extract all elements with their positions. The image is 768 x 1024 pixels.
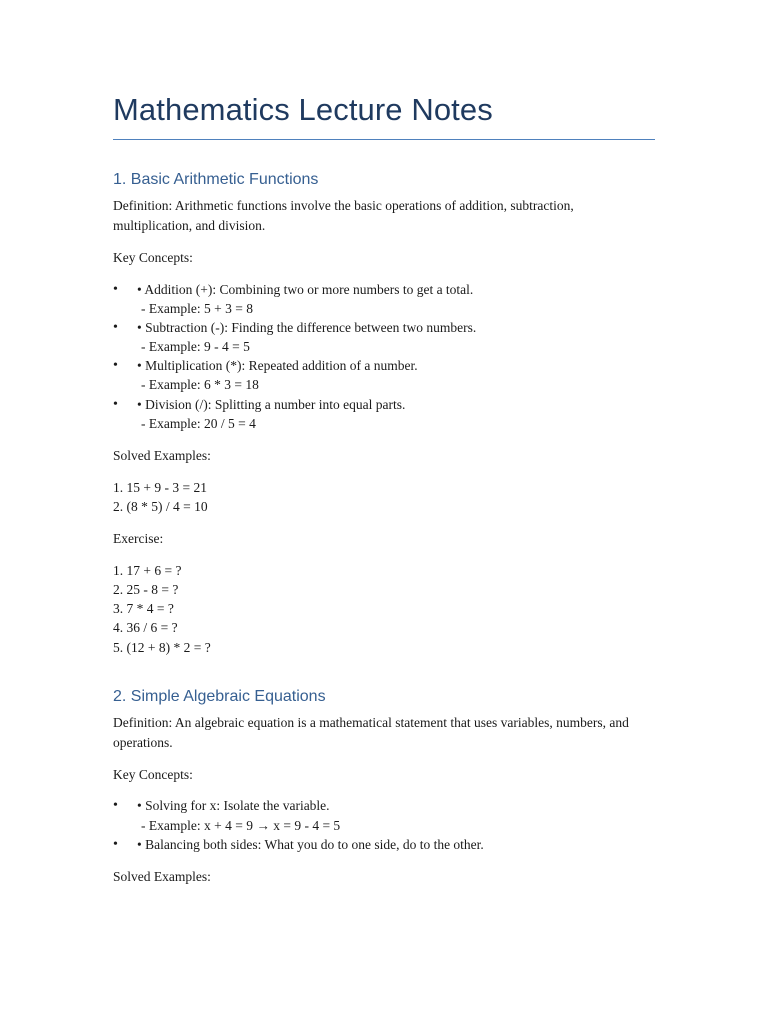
section-heading: 1. Basic Arithmetic Functions: [113, 171, 319, 188]
list-item-example: - Example: 5 + 3 = 8: [141, 301, 253, 316]
section-definition: Definition: An algebraic equation is a mathematical statement that uses variables, numbers, and operations.: [113, 715, 629, 750]
list-item-example: - Example: 20 / 5 = 4: [141, 416, 256, 431]
bullet-marker: •: [113, 798, 118, 813]
bullet-marker: •: [113, 358, 118, 373]
bullet-marker: •: [113, 282, 118, 297]
list-item: • Solving for x: Isolate the variable.: [137, 798, 330, 813]
list-item-example: - Example: 9 - 4 = 5: [141, 339, 250, 354]
key-concepts-label: Key Concepts:: [113, 250, 193, 265]
bullet-marker: •: [113, 837, 118, 852]
solved-example: 1. 15 + 9 - 3 = 21: [113, 480, 207, 495]
page-title: Mathematics Lecture Notes: [113, 92, 493, 127]
list-item: • Multiplication (*): Repeated addition of a number.: [137, 358, 418, 373]
bullet-marker: •: [113, 397, 118, 412]
exercise-item: 1. 17 + 6 = ?: [113, 563, 182, 578]
list-item-example: - Example: x + 4 = 9 → x = 9 - 4 = 5: [141, 818, 341, 833]
solved-example: 2. (8 * 5) / 4 = 10: [113, 499, 208, 514]
exercise-item: 5. (12 + 8) * 2 = ?: [113, 640, 211, 655]
list-item-example: - Example: 6 * 3 = 18: [141, 377, 259, 392]
list-item: • Division (/): Splitting a number into equal parts.: [137, 397, 406, 412]
key-concepts-label: Key Concepts:: [113, 767, 193, 782]
exercise-item: 2. 25 - 8 = ?: [113, 582, 179, 597]
solved-examples-label: Solved Examples:: [113, 869, 211, 884]
solved-examples-label: Solved Examples:: [113, 448, 211, 463]
bullet-marker: •: [113, 320, 118, 335]
list-item: • Subtraction (-): Finding the difference between two numbers.: [137, 320, 477, 335]
exercise-item: 4. 36 / 6 = ?: [113, 620, 178, 635]
section-heading: 2. Simple Algebraic Equations: [113, 688, 326, 705]
list-item: • Balancing both sides: What you do to one side, do to the other.: [137, 837, 484, 852]
exercise-label: Exercise:: [113, 531, 164, 546]
title-divider: [113, 139, 655, 140]
section-definition: Definition: Arithmetic functions involve the basic operations of addition, subtraction, multiplication, and division.: [113, 198, 574, 233]
exercise-item: 3. 7 * 4 = ?: [113, 601, 174, 616]
list-item: • Addition (+): Combining two or more numbers to get a total.: [137, 282, 474, 297]
